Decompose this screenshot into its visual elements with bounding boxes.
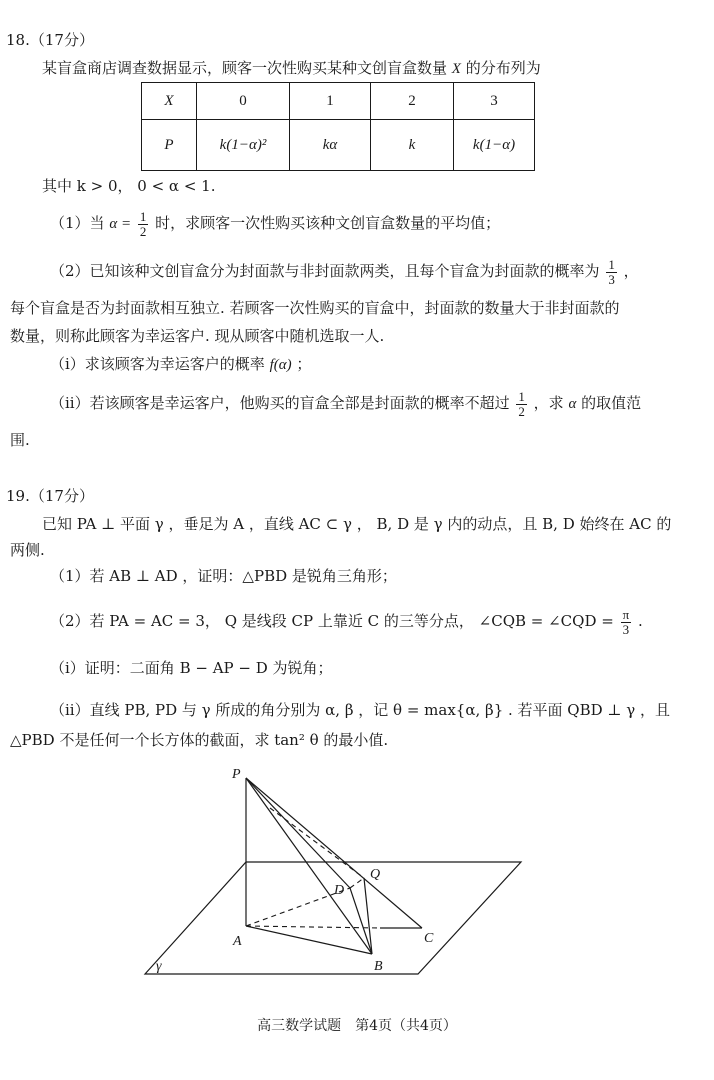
q18-sub-i-func: f(α) (269, 357, 292, 373)
label-c: C (424, 931, 434, 946)
q18-condition: 其中 k > 0， 0 < α < 1. (42, 177, 216, 195)
q19-part2-fraction: $\frac{\pi}{3}$ (622, 606, 630, 637)
label-p: P (232, 767, 241, 782)
q18-sub-ii-var: α (568, 396, 577, 412)
q19-part2-text-b: . (637, 612, 643, 630)
q18-part1-text-a: （1）当 (50, 214, 105, 232)
label-gamma: γ (156, 959, 162, 974)
segment-pc (246, 778, 422, 928)
label-d: D (334, 883, 345, 898)
page-footer: 高三数学试题 第4页（共4页） (257, 1018, 457, 1034)
table-cell: kα (290, 120, 371, 171)
q18-sub-ii-text-c: 的取值范 (581, 394, 642, 412)
q18-intro-var: X (451, 61, 461, 77)
q19-header: 19.（17分） (6, 487, 94, 505)
q19-sub-i: （i）证明：二面角 B − AP − D 为锐角； (50, 659, 333, 677)
q18-part1-text-b: 时，求顾客一次性购买该种文创盲盒数量的平均值； (155, 214, 501, 232)
q18-part2-text-b: ， (623, 262, 639, 280)
q18-sub-ii-text-a: （ii）若该顾客是幸运客户，他购买的盲盒全部是封面款的概率不超过 (50, 394, 510, 412)
q19-part2-text-a: （2）若 PA = AC = 3， Q 是线段 CP 上靠近 C 的三等分点， ∠CQB = ∠CQD = (50, 612, 614, 630)
q18-sub-ii (50, 388, 641, 419)
label-b: B (374, 959, 383, 974)
q18-part1-alpha: α = (109, 216, 132, 232)
q18-part2-line1 (50, 256, 639, 287)
q19-sub-ii-line2: △PBD 不是任何一个长方体的截面，求 tan² θ 的最小值. (10, 731, 389, 749)
table-row-p (142, 120, 535, 171)
q18-sub-i (50, 354, 311, 375)
segment-ab (246, 926, 372, 954)
q19-line1: 已知 PA ⊥ 平面 γ ，垂足为 A ，直线 AC ⊂ γ ， B, D 是 γ 内的动点，且 B, D 始终在 AC 的 (42, 515, 672, 533)
plane-gamma (145, 862, 521, 974)
q19-part2 (50, 606, 643, 637)
q18-part2-text-a: （2）已知该种文创盲盒分为封面款与非封面款两类，且每个盲盒为封面款的概率为 (50, 262, 600, 280)
q18-part2-line3: 数量，则称此顾客为幸运客户. 现从顾客中随机选取一人. (10, 327, 385, 345)
q18-sub-ii-line2: 围. (10, 431, 30, 449)
table-cell: k(1−α)² (197, 120, 290, 171)
q18-part1-fraction: $\frac{1}{2}$ (139, 208, 147, 239)
q18-part1 (50, 208, 500, 239)
table-cell: 1 (290, 83, 371, 120)
segment-dq (350, 878, 364, 888)
q18-header: 18.（17分） (6, 31, 94, 49)
q18-part2-line2: 每个盲盒是否为封面款相互独立. 若顾客一次性购买的盲盒中，封面款的数量大于非封面款的 (10, 299, 620, 317)
segment-ac-hidden (246, 926, 380, 928)
label-q: Q (370, 867, 381, 882)
q18-sub-i-text-b: ； (296, 355, 312, 373)
table-cell: 2 (371, 83, 454, 120)
table-cell: P (142, 120, 197, 171)
q19-sub-ii-line1: （ii）直线 PB, PD 与 γ 所成的角分别为 α, β ，记 θ = max{α, β} . 若平面 QBD ⊥ γ ，且 (50, 701, 671, 719)
table-cell: k (371, 120, 454, 171)
q18-intro (42, 58, 541, 79)
table-cell: k(1−α) (454, 120, 535, 171)
segment-pd (246, 778, 350, 888)
q18-sub-ii-text-b: ，求 (533, 394, 564, 412)
q18-part2-fraction: $\frac{1}{3}$ (608, 256, 615, 287)
q18-intro-text-a: 某盲盒商店调查数据显示，顾客一次性购买某种文创盲盒数量 (42, 59, 448, 77)
table-cell: 0 (197, 83, 290, 120)
q18-intro-text-b: 的分布列为 (465, 59, 541, 77)
q18-sub-ii-fraction: $\frac{1}{2}$ (518, 388, 525, 419)
table-cell: X (142, 83, 197, 120)
distribution-table (141, 82, 535, 171)
table-cell: 3 (454, 83, 535, 120)
label-a: A (233, 934, 242, 949)
table-row-x (142, 83, 535, 120)
q18-sub-i-text-a: （i）求该顾客为幸运客户的概率 (50, 355, 265, 373)
geometry-figure (0, 760, 714, 1020)
segment-pb (246, 778, 372, 954)
q19-line2: 两侧. (10, 541, 45, 559)
q19-part1: （1）若 AB ⊥ AD ，证明：△PBD 是锐角三角形； (50, 567, 397, 585)
